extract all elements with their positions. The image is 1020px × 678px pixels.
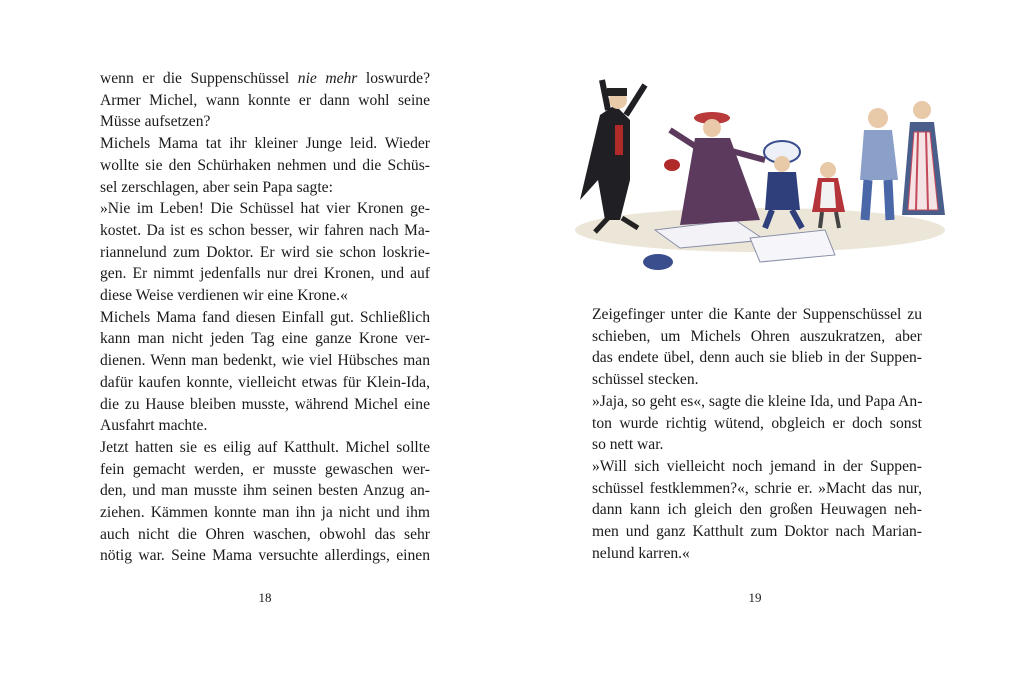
fallen-cap [643,254,673,270]
text-line [100,90,430,112]
text-line [100,68,430,90]
right-page [510,0,1020,678]
text-segment: riannelund zum Doktor. Er wird sie schon loskrie- [100,243,430,261]
text-segment: Ausfahrt machte. [100,417,208,435]
text-line [100,285,430,307]
text-line [100,111,430,133]
family-illustration-icon [560,70,950,285]
text-segment: dienen. Wenn man bedenkt, wie viel Hübsches man [100,352,430,370]
text-segment: »Will sich vielleicht noch jemand in der Suppen- [592,457,922,475]
text-segment: dann kann ich gleich den großen Heuwagen neh- [592,501,922,519]
text-line [592,543,922,565]
text-line [592,456,922,478]
text-segment: ton wurde richtig wütend, obgleich er doch sonst [592,414,922,432]
text-segment: die zu Hause bleiben musste, während Michel eine [100,395,430,413]
text-line [592,434,922,456]
text-segment: ziehen. Kämmen konnte man ihn ja nicht und ihm [100,504,430,522]
text-line [100,545,430,567]
text-segment: sel zerschlagen, aber sein Papa sagte: [100,178,333,196]
text-line [100,437,430,459]
text-line [100,220,430,242]
text-line [100,415,430,437]
text-segment: so nett war. [592,436,664,454]
mama-figure [664,112,765,225]
text-line [100,459,430,481]
left-page-text [100,68,430,567]
text-line [592,391,922,413]
text-segment: »Jaja, so geht es«, sagte die kleine Ida, und Papa An- [592,392,923,410]
text-line [592,478,922,500]
text-segment: loswurde? [357,70,430,87]
text-line [100,263,430,285]
text-line [100,155,430,177]
text-line [100,198,430,220]
text-segment: nötig war. Seine Mama versuchte allerdings, einen [100,547,430,565]
text-segment: dafür kaufen konnte, vielleicht etwas für Klein-Ida, [100,373,430,391]
text-segment: das endete übel, denn auch sie blieb in der Suppen- [592,349,922,367]
text-line [100,480,430,502]
text-line [100,242,430,264]
text-line [592,499,922,521]
text-segment: schieben, um Michels Ohren auszukratzen, aber [592,327,922,345]
text-line [592,326,922,348]
text-segment: men und ganz Katthult zum Doktor nach Marian- [592,523,922,541]
text-line [100,177,430,199]
text-line [100,133,430,155]
right-page-number: 19 [748,590,762,605]
text-segment: Zeigefinger unter die Kante der Suppenschüssel zu [592,306,922,323]
text-segment: Michels Mama tat ihr kleiner Junge leid. Wieder [100,135,430,153]
text-segment: Jetzt hatten sie es eilig auf Katthult. Michel sollte [100,438,430,456]
text-line [100,502,430,524]
text-segment: wollte sie den Schürhaken nehmen und die Schüs- [100,156,430,174]
right-page-text [592,304,922,564]
text-segment: auch nicht die Ohren waschen, obwohl das sehr [100,525,430,543]
text-line [100,328,430,350]
text-line [592,413,922,435]
text-segment: kann man nicht jeden Tag eine ganze Krone ver- [100,330,430,348]
text-segment: schüssel stecken. [592,371,699,389]
text-line [100,307,430,329]
text-segment: wenn er die Suppenschüssel [100,70,298,87]
text-line [592,304,922,326]
text-segment: Müsse aufsetzen? [100,113,211,131]
text-line [100,524,430,546]
text-segment: gen. Er nimmt jedenfalls nur drei Kronen, und auf [100,265,430,283]
text-line [100,394,430,416]
maid-figure [902,101,945,215]
text-line [100,372,430,394]
text-segment: schüssel festklemmen?«, schrie er. »Macht das nur, [592,479,922,497]
farmhand-figure [860,108,898,220]
papa-figure [580,80,645,232]
text-segment: nelund karren.« [592,544,690,562]
text-line [100,350,430,372]
text-segment: fein gemacht werden, er musste gewaschen wer- [100,460,430,478]
emphasis-text: nie mehr [297,70,358,87]
text-segment: den, und man musste ihm seinen besten Anzug an- [100,482,430,500]
text-segment: Armer Michel, wann konnte er dann wohl seine [100,91,430,109]
text-line [592,369,922,391]
text-segment: diese Weise verdienen wir eine Krone.« [100,287,348,305]
left-page-number: 18 [258,590,272,605]
text-line [592,347,922,369]
text-segment: »Nie im Leben! Die Schüssel hat vier Kronen ge- [100,200,430,218]
text-segment: kostet. Da ist es schon besser, wir fahren nach Ma- [100,221,430,239]
text-line [592,521,922,543]
text-segment: Michels Mama fand diesen Einfall gut. Schließlich [100,308,430,326]
